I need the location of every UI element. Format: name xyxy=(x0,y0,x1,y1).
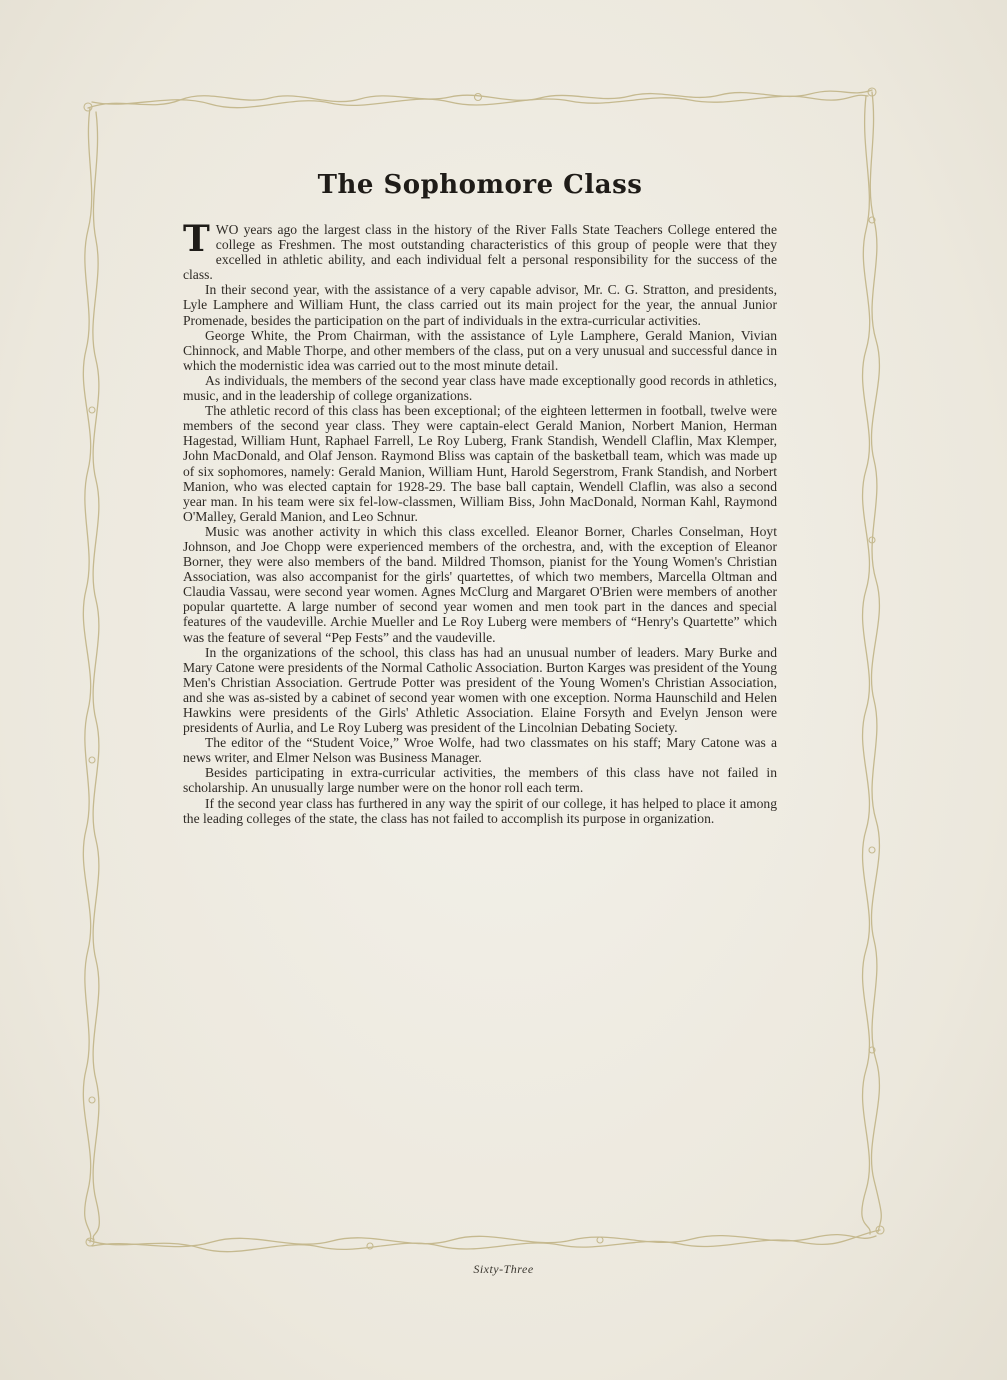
paragraph: The editor of the “Student Voice,” Wroe Wolfe, had two classmates on his staff; Mary Catone was a news writer, and Elmer Nelson was Business Manager. xyxy=(183,735,777,766)
paragraph: George White, the Prom Chairman, with the assistance of Lyle Lamphere, Gerald Manion, Vivian Chinnock, and Mable Thorpe, and other members of the class, put on a very unusual and successful dance in which the modernistic idea was carried out to the most minute detail. xyxy=(183,327,777,373)
page-number: Sixty-Three xyxy=(473,1262,534,1276)
drop-cap: T xyxy=(183,218,210,260)
paragraph: The athletic record of this class has been exceptional; of the eighteen lettermen in football, twelve were members of the second year class. They were captain-elect Gerald Manion, Norbert Manion, Herman Hagestad, William Hunt, Raphael Farrell, Le Roy Luberg, Frank Standish, Wendell Claflin, Max Klemper, John MacDonald, and Olaf Jenson. Raymond Bliss was captain of the basketball team, which was made up of six sophomores, namely: Gerald Manion, William Hunt, Harold Segerstrom, Frank Standish, and Norbert Manion, who was elected captain for 1928-29. The base ball captain, Wendell Claflin, was also a second year man. In his team were six fel-low-classmen, William Biss, John MacDonald, Norman Kahl, Raymond O'Malley, Gerald Manion, and Leo Schnur. xyxy=(183,403,777,524)
page-title: The Sophomore Class xyxy=(317,170,643,200)
article-body xyxy=(183,218,777,826)
paragraph: If the second year class has furthered in any way the spirit of our college, it has helped to place it among the leading colleges of the state, the class has not failed to accomplish its purpose in organization. xyxy=(183,795,777,826)
paragraph: In their second year, with the assistance of a very capable advisor, Mr. C. G. Stratton, and presidents, Lyle Lamphere and William Hunt, the class carried out its main project for the year, the annual Junior Promenade, besides the participation on the part of individuals in the extra-curricular activities. xyxy=(183,282,777,328)
paragraph-first xyxy=(183,218,777,283)
paragraph: In the organizations of the school, this class has had an unusual number of leaders. Mary Burke and Mary Catone were presidents of the Normal Catholic Association. Burton Karges was president of the Young Men's Christian Association. Gertrude Potter was president of the Young Women's Christian Association, and she was as-sisted by a cabinet of second year women with one exception. Norma Haunschild and Helen Hawkins were presidents of the Girls' Athletic Association. Elaine Forsyth and Evelyn Jenson were presidents of Aurlia, and Le Roy Luberg was president of the Lincolnian Debating Society. xyxy=(183,644,777,736)
paragraph: As individuals, the members of the second year class have made exceptionally good records in athletics, music, and in the leadership of college organizations. xyxy=(183,372,777,404)
article xyxy=(183,168,777,826)
paragraph: Music was another activity in which this class excelled. Eleanor Borner, Charles Conselman, Hoyt Johnson, and Joe Chopp were experienced members of the orchestra, and, with the exception of Eleanor Borner, they were also members of the band. Mildred Thomson, pianist for the Young Women's Christian Association, was also accompanist for the girls' quartettes, of which two members, Marcella Oltman and Claudia Vassau, were second year women. Agnes McClurg and Margaret O'Brien were members of another popular quartette. A large number of second year women and men took part in the dances and special features of the vaudeville. Archie Mueller and Le Roy Luberg were members of “Henry's Quartette” which was the feature of several “Pep Fests” and the vaudeville. xyxy=(183,523,777,645)
paragraph: Besides participating in extra-curricular activities, the members of this class have not failed in scholarship. An unusually large number were on the honor roll each term. xyxy=(183,765,777,796)
paragraph-first-text: WO years ago the largest class in the history of the River Falls State Teachers College entered the college as Freshmen. The most outstanding characteristics of this group of people were that they excelled in athletic ability, and each individual felt a personal responsibility for the success of the class. xyxy=(183,222,777,283)
